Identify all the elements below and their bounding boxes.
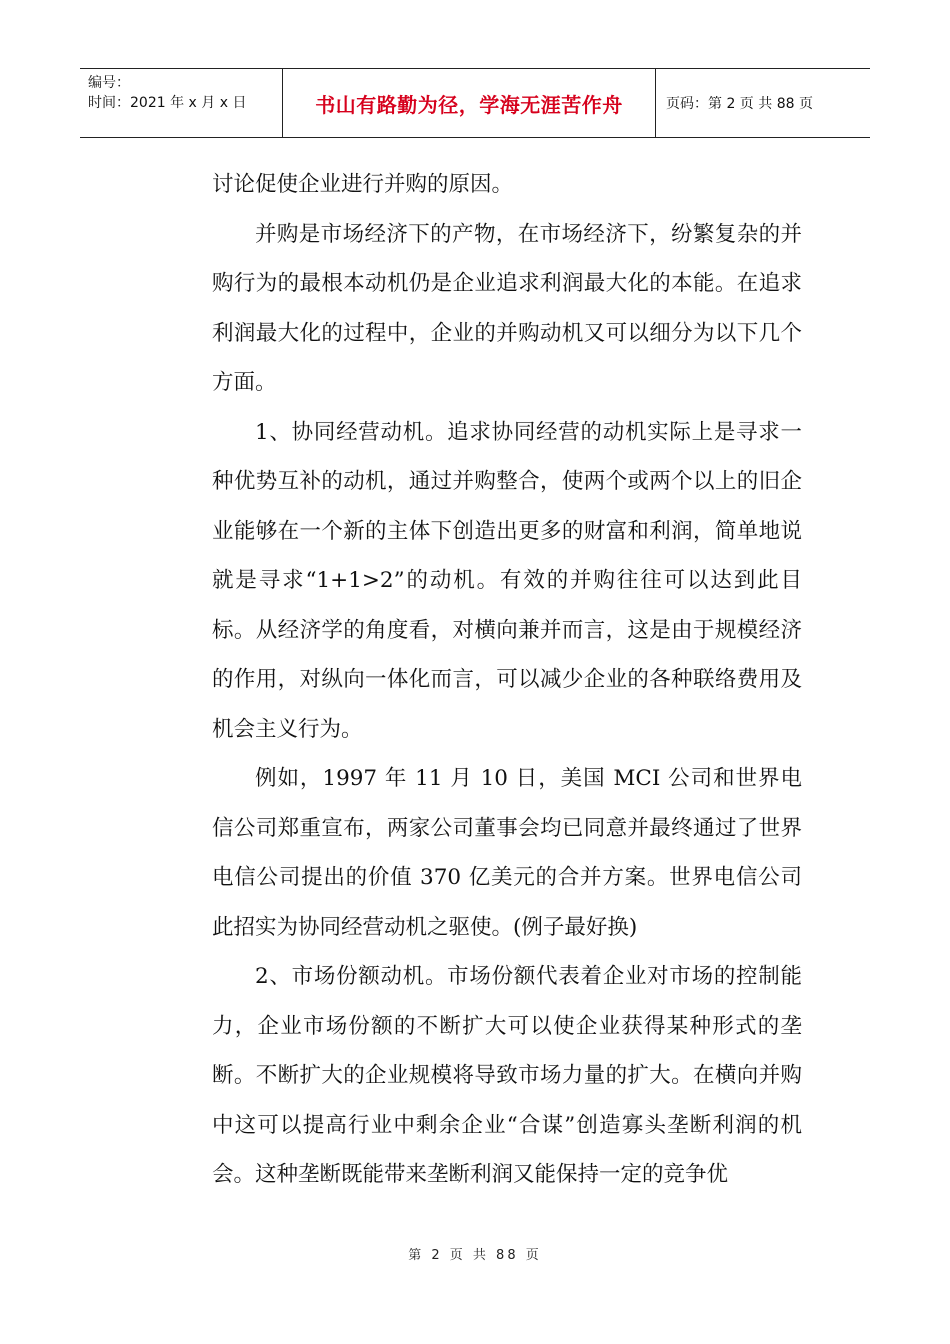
document-date: 时间：2021 年 x 月 x 日	[88, 95, 247, 111]
header-meta	[80, 69, 282, 137]
document-header	[80, 68, 870, 138]
body-paragraph: 例如，1997 年 11 月 10 日，美国 MCI 公司和世界电信公司郑重宣布，两家公司董事会均已同意并最终通过了世界电信公司提出的价值 370 亿美元的合并方案。世界电信公司此招实为协同经营动机之驱使。(例子最好换)	[212, 766, 802, 940]
page-footer: 第 2 页 共 88 页	[408, 1248, 542, 1263]
body-paragraph: 并购是市场经济下的产物，在市场经济下，纷繁复杂的并购行为的最根本动机仍是企业追求利润最大化的本能。在追求利润最大化的过程中，企业的并购动机又可以细分为以下几个方面。	[212, 221, 802, 395]
body-paragraph: 1、协同经营动机。追求协同经营的动机实际上是寻求一种优势互补的动机，通过并购整合，使两个或两个以上的旧企业能够在一个新的主体下创造出更多的财富和利润，简单地说就是寻求“1+1>2”的动机。有效的并购往往可以达到此目标。从经济学的角度看，对横向兼并而言，这是由于规模经济的作用，对纵向一体化而言，可以减少企业的各种联络费用及机会主义行为。	[212, 419, 802, 742]
header-motto: 书山有路勤为径，学海无涯苦作舟	[282, 69, 656, 137]
header-page-info: 页码：第 2 页 共 88 页	[666, 96, 813, 112]
body-paragraph: 2、市场份额动机。市场份额代表着企业对市场的控制能力，企业市场份额的不断扩大可以使企业获得某种形式的垄断。不断扩大的企业规模将导致市场力量的扩大。在横向并购中这可以提高行业中剩余企业“合谋”创造寡头垄断利润的机会。这种垄断既能带来垄断利润又能保持一定的竞争优	[212, 964, 802, 1187]
document-number-label: 编号：	[88, 75, 130, 91]
document-body	[212, 160, 802, 1200]
body-paragraph: 讨论促使企业进行并购的原因。	[212, 172, 514, 197]
